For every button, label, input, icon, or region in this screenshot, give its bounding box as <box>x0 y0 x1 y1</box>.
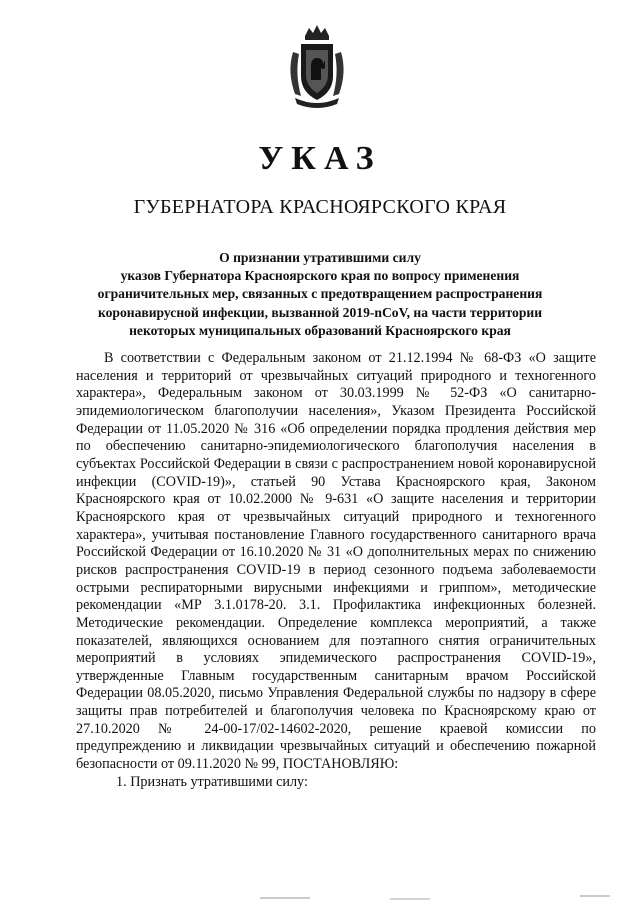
decree-body <box>76 350 596 791</box>
coat-of-arms-emblem <box>285 22 349 108</box>
document-subtitle: ГУБЕРНАТОРА КРАСНОЯРСКОГО КРАЯ <box>133 196 507 218</box>
decree-heading <box>70 249 570 340</box>
heading-line: указов Губернатора Красноярского края по вопросу применения <box>120 268 520 284</box>
heading-line: коронавирусной инфекции, вызванной 2019-nCoV, на части территории <box>97 304 543 320</box>
page-bottom-scan-marks <box>0 890 640 905</box>
item-1-paragraph: 1. Признать утратившими силу: <box>116 773 308 790</box>
document-title: УКАЗ <box>258 140 382 177</box>
preamble-paragraph: В соответствии с Федеральным законом от 21.12.1994 № 68-ФЗ «О защите населения и территорий от чрезвычайных ситуаций природного и техногенного характера», Федеральным законом от 30.03.1999 № 52-ФЗ «О санитарно-эпидемиологическом благополучии населения», Указом Президента Российской Федерации от 11.05.2020 № 316 «Об определении порядка продления действия мер по обеспечению санитарно-эпидемиологического благополучия населения в субъектах Российской Федерации в связи с распространением новой коронавирусной инфекции (COVID-19)», статьей 90 Устава Красноярского края, Законом Красноярского края от 10.02.2000 № 9-631 «О защите населения и территории Красноярского края от чрезвычайных ситуаций природного и техногенного характера», учитывая постановление Главного государственного санитарного врача Российской Федерации от 16.10.2020 № 31 «О дополнительных мерах по снижению рисков распространения COVID-19 в период сезонного подъема заболеваемости острыми респираторными вирусными инфекциями и гриппом», методические рекомендации «МР 3.1.0178-20. 3.1. Профилактика инфекционных болезней. Методические рекомендации. Определение комплекса мероприятий, а также показателей, являющихся основанием для поэтапного снятия ограничительных мероприятий в условиях эпидемического распространения COVID-19», утвержденные Главным государственным санитарным врачом Российской Федерации 08.05.2020, письмо Управления Федеральной службы по надзору в сфере защиты прав потребителей и благополучия человека по Красноярскому краю от 27.10.2020 № 24-00-17/02-14602-2020, решение краевой комиссии по предупреждению и ликвидации чрезвычайных ситуаций и обеспечению пожарной безопасности от 09.11.2020 № 99, ПОСТАНОВЛЯЮ: <box>76 350 596 773</box>
heading-line: ограничительных мер, связанных с предотвращением распространения <box>97 286 543 302</box>
heading-line: О признании утратившими силу <box>219 250 421 265</box>
heading-line: некоторых муниципальных образований Красноярского края <box>129 322 511 338</box>
